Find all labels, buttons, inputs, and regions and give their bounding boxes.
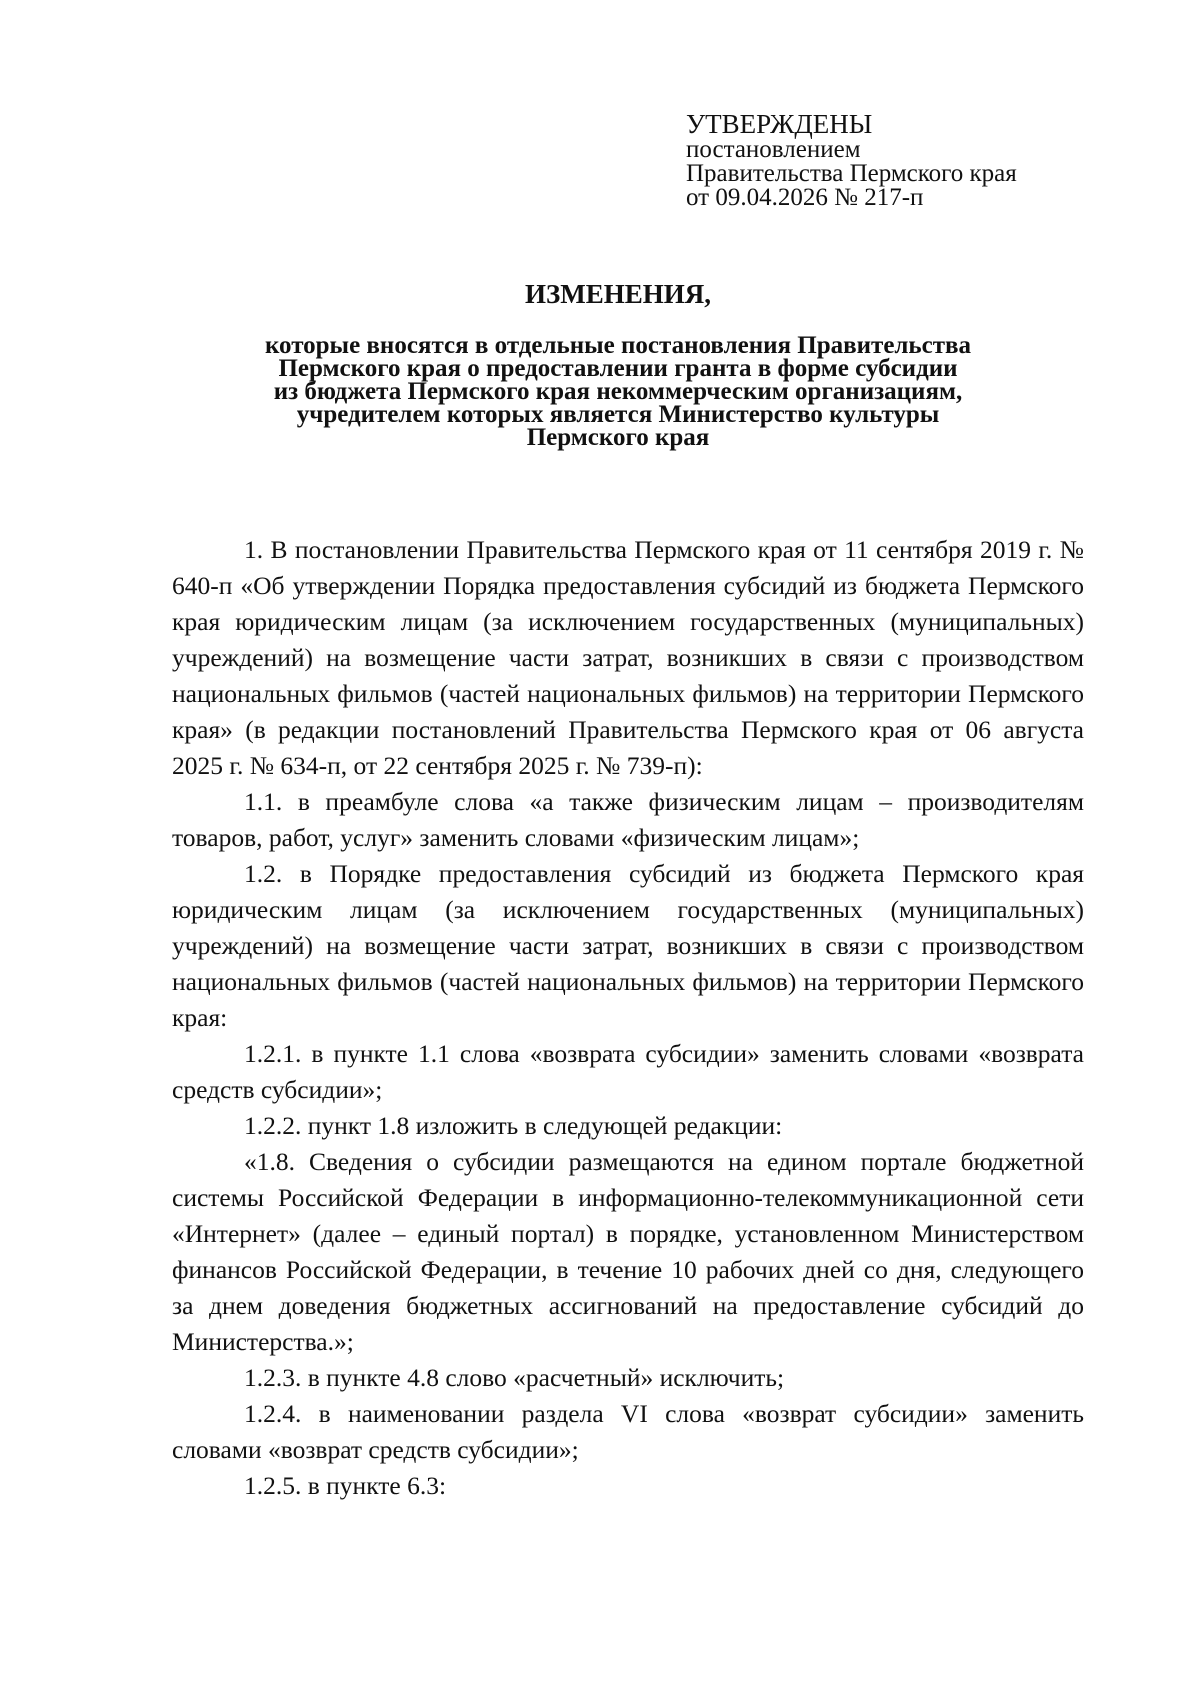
paragraph-1-1: 1.1. в преамбуле слова «а также физическим лицам – производителям товаров, работ, услуг» заменить словами «физическим лицам»; [172,787,1084,852]
paragraph-1-2-3: 1.2.3. в пункте 4.8 слово «расчетный» исключить; [244,1363,785,1392]
paragraph-1-8-quote: «1.8. Сведения о субсидии размещаются на едином портале бюджетной системы Российской Федерации в информационно-телекоммуникационной сети «Интернет» (далее – единый портал) в порядке, установленном Министерством финансов Российской Федерации, в течение 10 рабочих дней со дня, следующего за днем доведения бюджетных ассигнований на предоставление субсидий до Министерства.»; [172,1147,1084,1356]
document-title: ИЗМЕНЕНИЯ, [524,279,711,309]
paragraph-1-2-1: 1.2.1. в пункте 1.1 слова «возврата субсидии» заменить словами «возврата средств субсидии»; [172,1039,1084,1104]
document-subtitle [0,334,1200,449]
document-body [172,532,1084,1504]
paragraph-1-2-5: 1.2.5. в пункте 6.3: [244,1471,447,1500]
approval-line-3: от 09.04.2026 № 217-п [686,184,924,211]
approval-stamp [686,110,1106,210]
paragraph-1-2-2: 1.2.2. пункт 1.8 изложить в следующей редакции: [244,1111,783,1140]
subtitle-line: Пермского края о предоставлении гранта в форме субсидии [278,355,958,382]
approval-line-2: Правительства Пермского края [686,160,1017,187]
approval-heading: УТВЕРЖДЕНЫ [686,109,873,139]
subtitle-line: из бюджета Пермского края некоммерческим организациям, [273,378,963,405]
paragraph-1-2-4: 1.2.4. в наименовании раздела VI слова «возврат субсидии» заменить словами «возврат средств субсидии»; [172,1399,1084,1464]
subtitle-line: учредителем которых является Министерство культуры [296,401,940,428]
paragraph-1-2: 1.2. в Порядке предоставления субсидий из бюджета Пермского края юридическим лицам (за исключением государственных (муниципальных) учреждений) на возмещение части затрат, возникших в связи с производством национальных фильмов (частей национальных фильмов) на территории Пермского края: [172,859,1084,1032]
paragraph-1: 1. В постановлении Правительства Пермского края от 11 сентября 2019 г. № 640-п «Об утверждении Порядка предоставления субсидий из бюджета Пермского края юридическим лицам (за исключением государственных (муниципальных) учреждений) на возмещение части затрат, возникших в связи с производством национальных фильмов (частей национальных фильмов) на территории Пермского края» (в редакции постановлений Правительства Пермского края от 06 августа 2025 г. № 634-п, от 22 сентября 2025 г. № 739-п): [172,535,1084,780]
subtitle-line: которые вносятся в отдельные постановления Правительства [264,332,972,359]
subtitle-line: Пермского края [526,424,710,451]
document-heading [0,278,1200,449]
approval-line-1: постановлением [686,136,861,163]
